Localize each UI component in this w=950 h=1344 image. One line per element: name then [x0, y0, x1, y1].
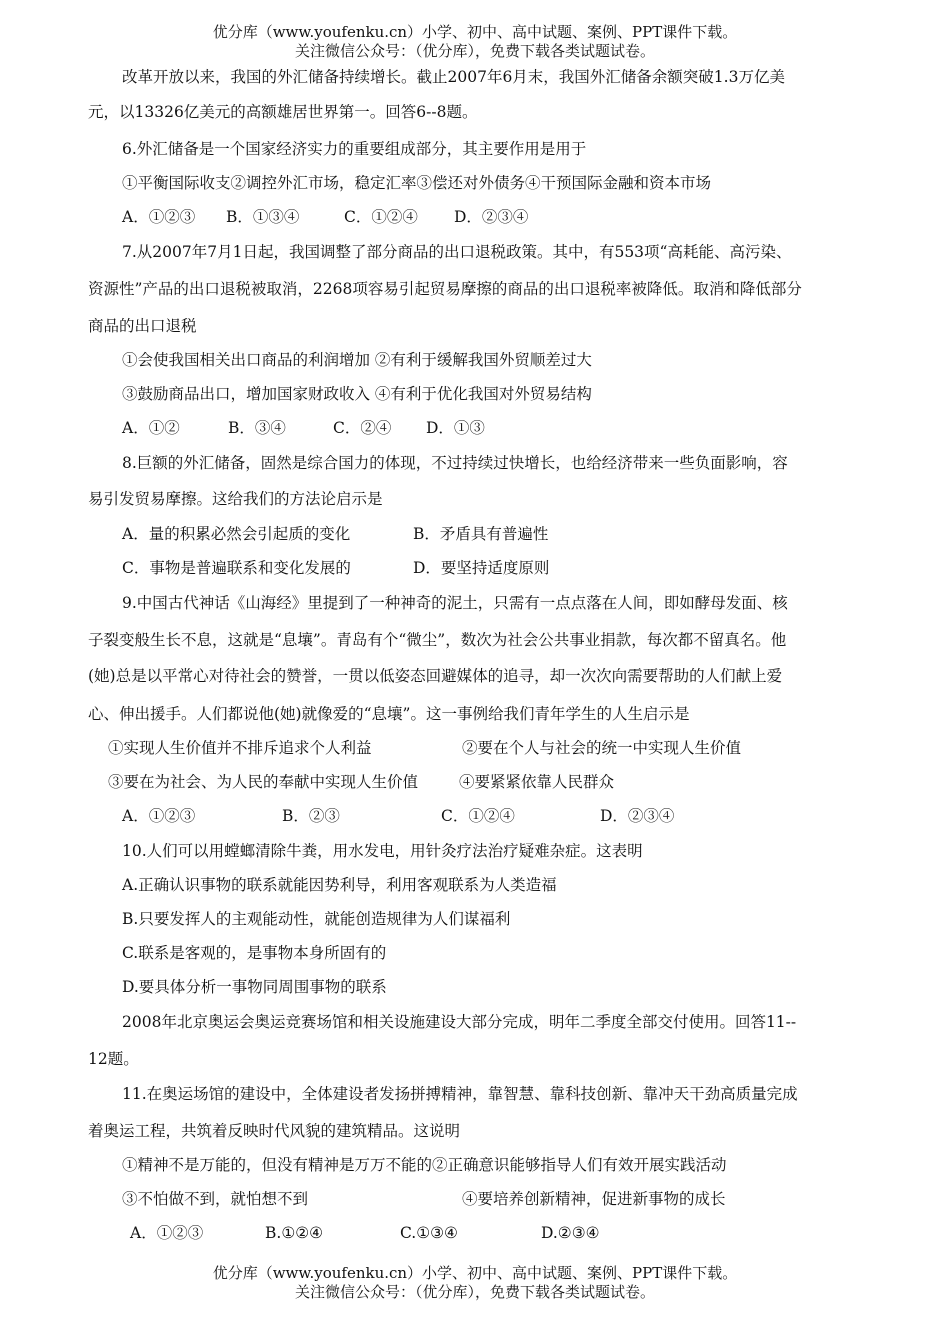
- q9-stem-line-1: 9.中国古代神话《山海经》里提到了一种神奇的泥土，只需有一点点落在人间，即如酵母发面、核: [122, 594, 788, 612]
- q7-items-line-2: ③鼓励商品出口，增加国家财政收入 ④有利于优化我国对外贸易结构: [122, 385, 592, 403]
- q10-option-a: A.正确认识事物的联系就能因势利导，利用客观联系为人类造福: [122, 876, 557, 894]
- q6-items: ①平衡国际收支②调控外汇市场，稳定汇率③偿还对外债务④干预国际金融和资本市场: [122, 174, 712, 192]
- footer-line-2: 关注微信公众号：（优分库），免费下载各类试题试卷。: [294, 1283, 655, 1301]
- header-line-1: 优分库（www.youfenku.cn）小学、初中、高中试题、案例、PPT课件下载。: [212, 23, 738, 41]
- q8-stem-line-1: 8.巨额的外汇储备，固然是综合国力的体现，不过持续过快增长，也给经济带来一些负面影响，容: [122, 454, 788, 472]
- q7-stem-line-3: 商品的出口退税: [88, 317, 197, 335]
- q11-stem-line-1: 11.在奥运场馆的建设中，全体建设者发扬拼搏精神，靠智慧、靠科技创新、靠冲天干劲高质量完成: [122, 1085, 798, 1103]
- q8-option-d: D．要坚持适度原则: [413, 559, 550, 577]
- q7-option-d: D．①③: [426, 419, 485, 437]
- intro-6-8-line-1: 改革开放以来，我国的外汇储备持续增长。截止2007年6月末，我国外汇储备余额突破1.3万亿美: [122, 68, 785, 86]
- q10-stem: 10.人们可以用螳螂清除牛粪，用水发电，用针灸疗法治疗疑难杂症。这表明: [122, 842, 643, 860]
- q7-stem-line-1: 7.从2007年7月1日起，我国调整了部分商品的出口退税政策。其中，有553项“高耗能、高污染、: [122, 243, 792, 261]
- q9-stem-line-4: 心、伸出援手。人们都说他(她)就像爱的“息壤”。这一事例给我们青年学生的人生启示是: [88, 705, 690, 723]
- q6-option-b: B．①③④: [226, 208, 300, 226]
- q10-option-d: D.要具体分析一事物同周围事物的联系: [122, 978, 387, 996]
- q9-option-a: A．①②③: [122, 807, 196, 825]
- q6-option-a: A．①②③: [122, 208, 196, 226]
- q11-stem-line-2: 着奥运工程，共筑着反映时代风貌的建筑精品。这说明: [88, 1122, 461, 1140]
- q11-option-b: B.①②④: [265, 1224, 324, 1242]
- header-line-2: 关注微信公众号：（优分库），免费下载各类试题试卷。: [294, 42, 655, 60]
- q9-item-1: ①实现人生价值并不排斥追求个人利益: [108, 739, 372, 757]
- q8-option-c: C．事物是普遍联系和变化发展的: [122, 559, 351, 577]
- q11-item-4: ④要培养创新精神，促进新事物的成长: [462, 1190, 726, 1208]
- q7-stem-line-2: 资源性”产品的出口退税被取消，2268项容易引起贸易摩擦的商品的出口退税率被降低。取消和降低部分: [88, 280, 802, 298]
- q9-item-2: ②要在个人与社会的统一中实现人生价值: [462, 739, 742, 757]
- q6-option-c: C．①②④: [344, 208, 418, 226]
- q7-items-line-1: ①会使我国相关出口商品的利润增加 ②有利于缓解我国外贸顺差过大: [122, 351, 592, 369]
- q7-option-b: B．③④: [228, 419, 286, 437]
- q8-stem-line-2: 易引发贸易摩擦。这给我们的方法论启示是: [88, 490, 383, 508]
- q11-option-d: D.②③④: [541, 1224, 600, 1242]
- q6-option-d: D．②③④: [454, 208, 529, 226]
- q11-item-3: ③不怕做不到，就怕想不到: [122, 1190, 309, 1208]
- q8-option-b: B．矛盾具有普遍性: [413, 525, 549, 543]
- q11-option-c: C.①③④: [400, 1224, 458, 1242]
- q9-stem-line-2: 子裂变般生长不息，这就是“息壤”。青岛有个“微尘”，数次为社会公共事业捐款，每次都不留真名。他: [88, 631, 787, 649]
- q11-items-line-1: ①精神不是万能的，但没有精神是万万不能的②正确意识能够指导人们有效开展实践活动: [122, 1156, 727, 1174]
- q9-item-4: ④要紧紧依靠人民群众: [459, 773, 615, 791]
- q8-option-a: A．量的积累必然会引起质的变化: [122, 525, 351, 543]
- q10-option-c: C.联系是客观的，是事物本身所固有的: [122, 944, 387, 962]
- q9-stem-line-3: (她)总是以平常心对待社会的赞誉，一贯以低姿态回避媒体的追寻，却一次次向需要帮助的人们献上爱: [88, 667, 783, 685]
- q9-option-c: C．①②④: [441, 807, 515, 825]
- q9-option-d: D．②③④: [600, 807, 675, 825]
- q7-option-a: A．①②: [122, 419, 180, 437]
- q9-option-b: B．②③: [282, 807, 340, 825]
- q9-item-3: ③要在为社会、为人民的奉献中实现人生价值: [108, 773, 419, 791]
- q6-stem: 6.外汇储备是一个国家经济实力的重要组成部分，其主要作用是用于: [122, 140, 587, 158]
- q7-option-c: C．②④: [333, 419, 392, 437]
- intro-11-12-line-1: 2008年北京奥运会奥运竞赛场馆和相关设施建设大部分完成，明年二季度全部交付使用。回答11--: [122, 1013, 797, 1031]
- q10-option-b: B.只要发挥人的主观能动性，就能创造规律为人们谋福利: [122, 910, 511, 928]
- footer-line-1: 优分库（www.youfenku.cn）小学、初中、高中试题、案例、PPT课件下载。: [212, 1264, 738, 1282]
- intro-11-12-line-2: 12题。: [88, 1050, 139, 1068]
- intro-6-8-line-2: 元，以13326亿美元的高额雄居世界第一。回答6--8题。: [88, 103, 478, 121]
- q11-option-a: A．①②③: [130, 1224, 204, 1242]
